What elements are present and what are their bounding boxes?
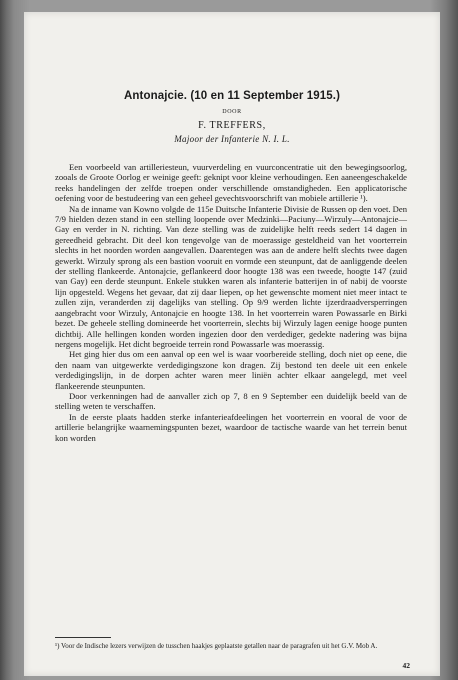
article-title: Antonajcie. (10 en 11 September 1915.)	[124, 90, 340, 102]
paragraph-1: Een voorbeeld van artilleriesteun, vuurverdeling en vuurconcentratie uit den bewegingsoorlog, zooals de Groote Oorlog er weinige geeft: geknipt voor kleine verhoudingen. Een aaneengeschakelde reeks handelingen der zelfde troepen onder verschillende omstandigheden. Een applicatorische oefening voor de bestudeering van een geheel gevechtsvoorschrift van mobiele artillerie ¹).	[55, 162, 407, 204]
footnote: ¹) Voor de Indische lezers verwijzen de tusschen haakjes geplaatste getallen naar de paragrafen uit het G.V. Mob A.	[55, 642, 378, 650]
article-body	[55, 162, 407, 443]
footnote-rule	[55, 637, 111, 638]
paragraph-3: Het ging hier dus om een aanval op een wel is waar voorbereide stelling, doch niet op eene, die den naam van uitgewerkte verdedigingszone kon dragen. Zij bestond ten deele uit een enkele verdedigingslijn, in de dorpen achter waren meer liniën achter elkaar aangelegd, met veel flankeerende steunpunten.	[55, 349, 407, 391]
paragraph-2: Na de inname van Kowno volgde de 115e Duitsche Infanterie Divisie de Russen op den voet. Den 7/9 hielden dezen stand in een stelling loopende over Medzinki—Paciuny—Wirzuly—Antonajcie—Gay en verder in N. richting. Van deze stelling was de zuidelijke helft reeds sedert 14 dagen in gereedheid gebracht. Dit deel kon tengevolge van de moerassige gesteldheid van het voorterrein slechts in het noorden worden aangevallen. Daarentegen was aan de andere helft slechts twee dagen gewerkt. Wirzuly sprong als een bastion vooruit en vormde een steunpunt, dat de aanliggende deelen der stelling flankeerde. Antonajcie, geflankeerd door hoogte 138 was een tweede, hoogte 147 (zuid van Gay) een derde steunpunt. Enkele stukken waren als infanterie batterijen in of nabij de voorste lijn opgesteld. Wegens het gevaar, dat zij daar liepen, op het gewenschte moment niet meer intact te zullen zijn, veranderden zij dagelijks van stelling. Op 9/9 werden lichte ijzerdraadversperringen aangebracht voor Wirzuly, Antonajcie en hoogte 138. In het voorterrein waren Powassarle en Birki bezet. De geheele stelling domineerde het voorterrein, slechts bij Wirzuly lagen eenige hooge punten dichtbij. Alle hellingen konden worden ingezien door den verdediger, gedekte nadering was bijna nergens mogelijk. Het dicht begroeide terrein rond Powassarle was moerassig.	[55, 203, 407, 349]
paragraph-5: In de eerste plaats hadden sterke infanterieafdeelingen het voorterrein en vooral de voor de artillerie belangrijke waarnemingspunten bezet, waardoor de tactische waarde van het terrein benut kon worden	[55, 411, 407, 443]
page-number: 42	[402, 661, 410, 670]
byline-door: DOOR	[222, 109, 242, 115]
document-page	[24, 12, 440, 676]
author-name: F. TREFFERS,	[198, 120, 266, 131]
paragraph-4: Door verkenningen had de aanvaller zich op 7, 8 en 9 September een duidelijk beeld van de stelling weten te verschaffen.	[55, 390, 407, 412]
author-rank: Majoor der Infanterie N. I. L.	[174, 134, 290, 144]
